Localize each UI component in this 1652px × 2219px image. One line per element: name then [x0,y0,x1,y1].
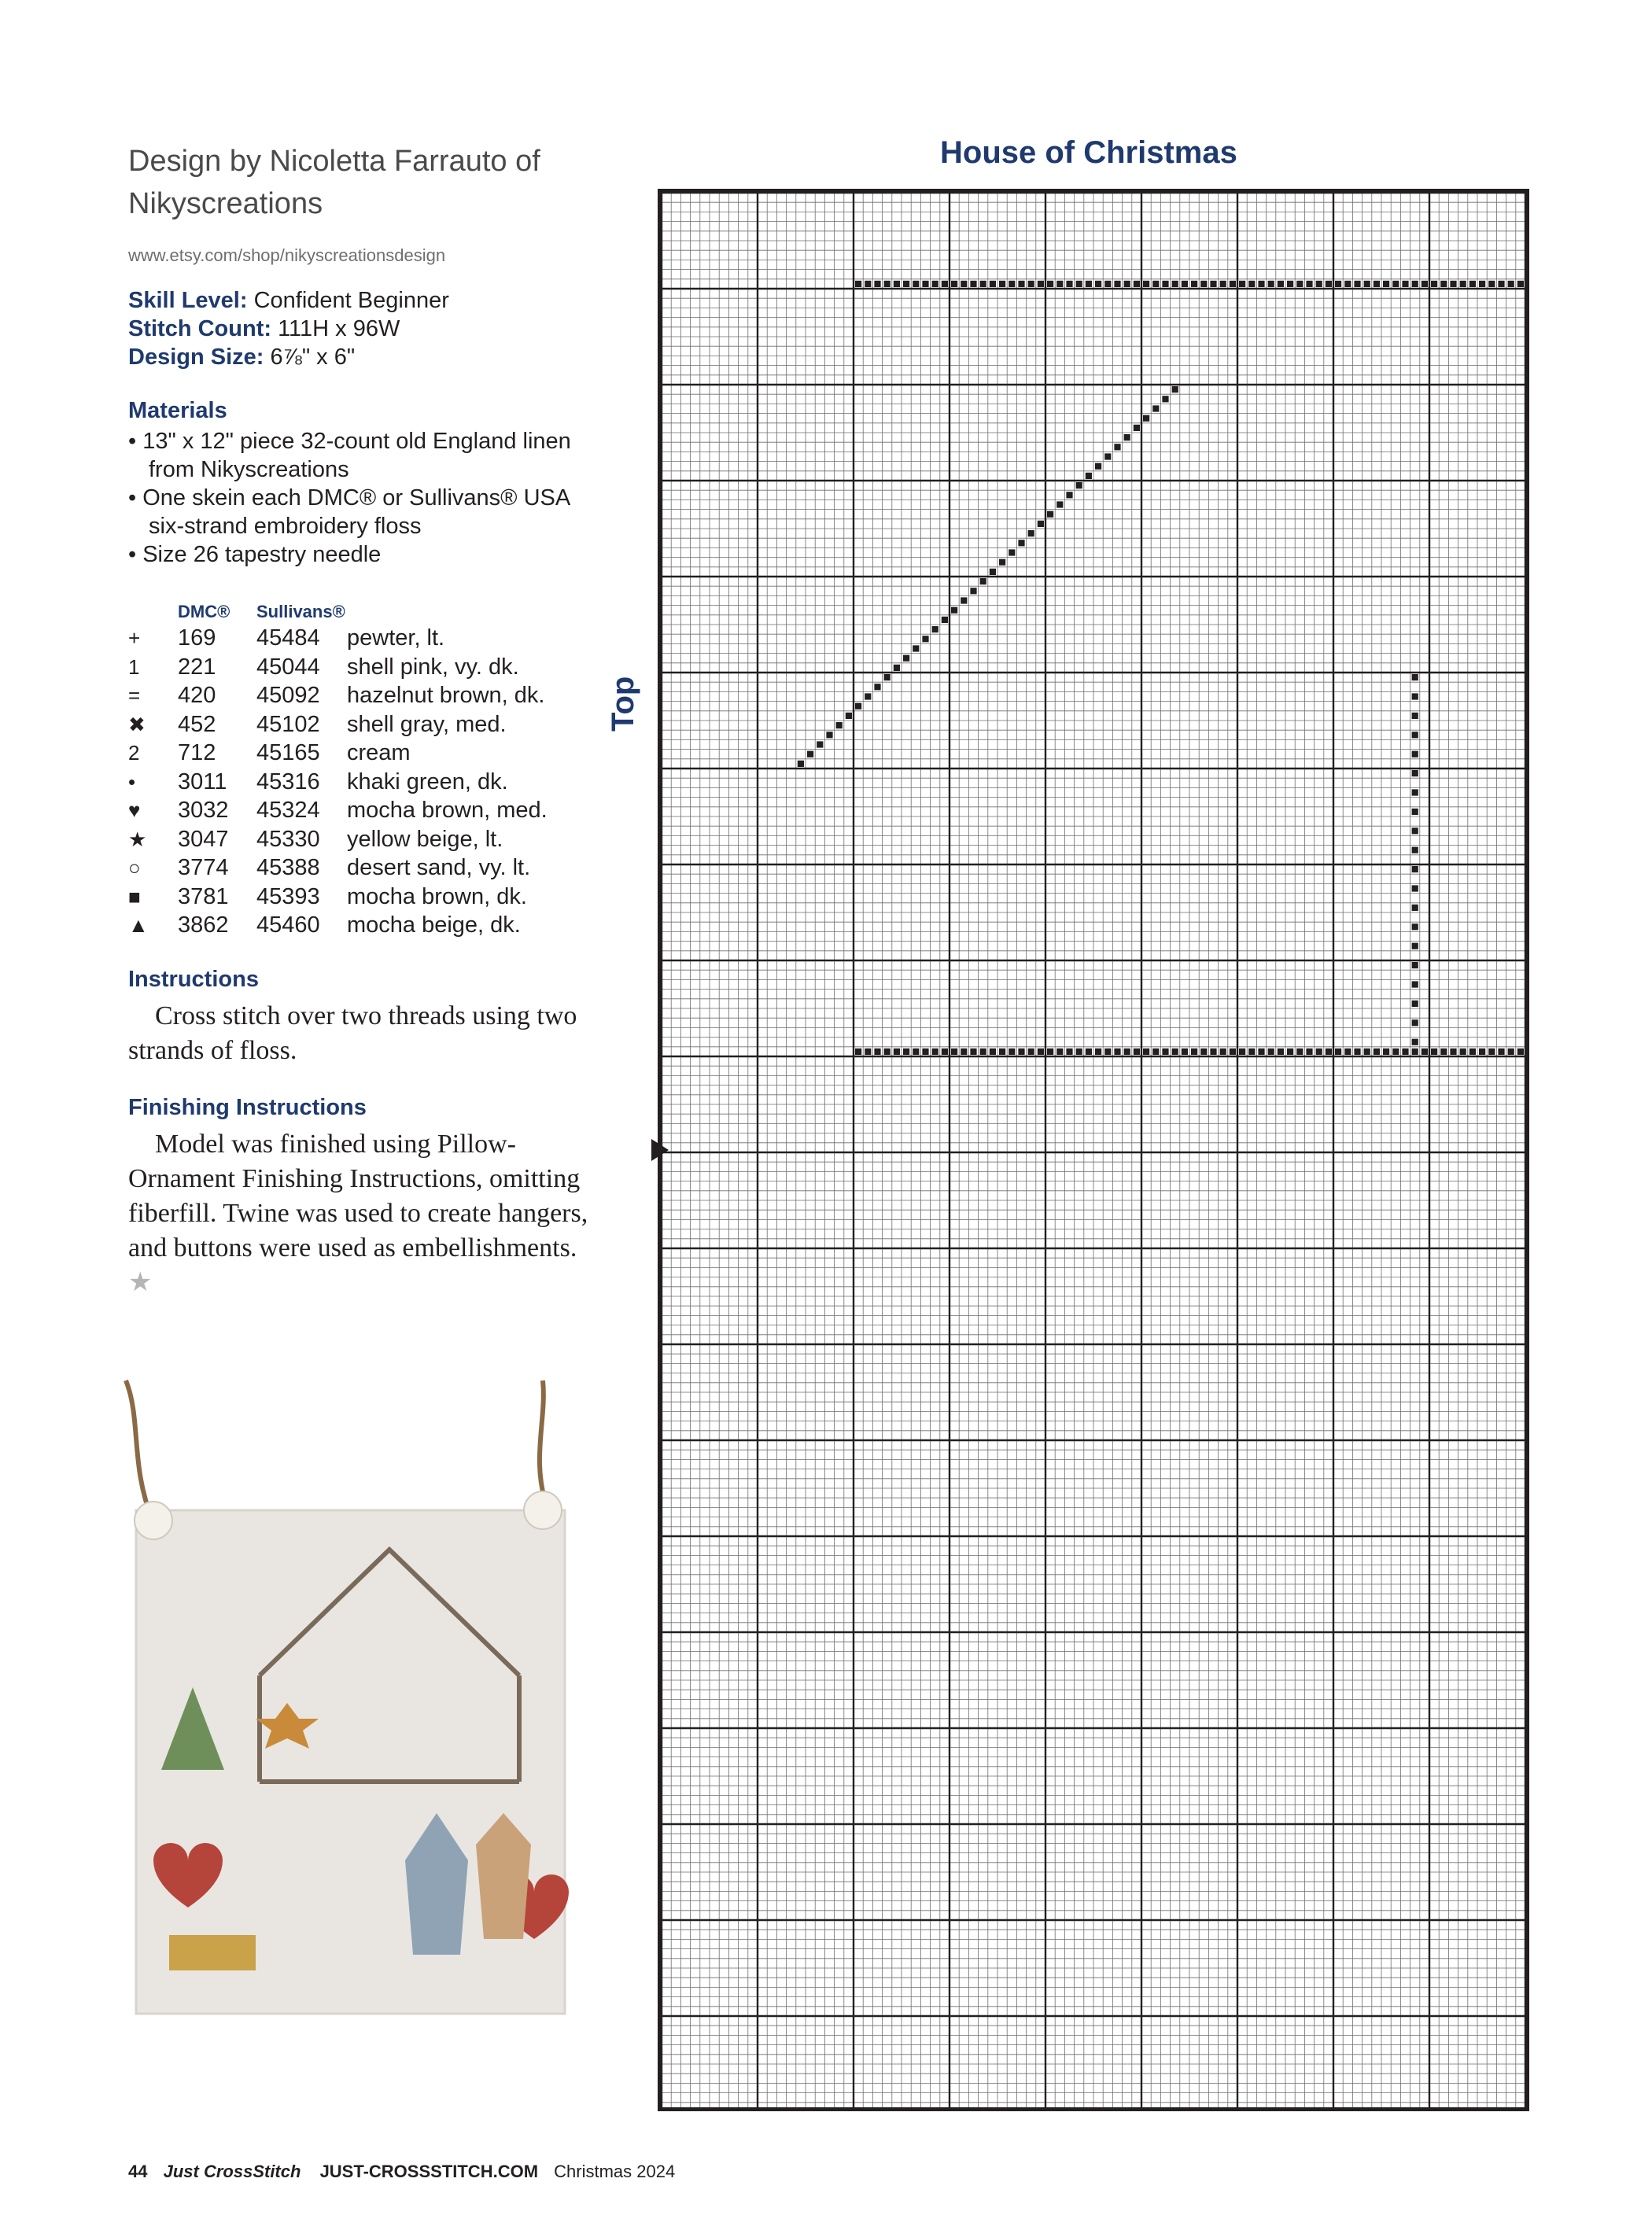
key-row [128,853,548,883]
key-dmc-number: 221 [178,654,216,680]
key-symbol: ★ [128,827,147,851]
info-column [128,140,600,1300]
key-color-name: cream [347,740,411,765]
key-sullivans-number: 45393 [256,883,320,909]
key-sullivans-number: 45388 [256,855,320,880]
chart-grid [662,193,1525,2107]
key-symbol: 2 [128,741,140,765]
key-dmc-number: 420 [178,683,216,708]
key-dmc-number: 3862 [178,912,229,938]
key-dmc-number: 3011 [178,769,227,794]
spec-skill-level: Skill Level: Confident Beginner [128,288,449,313]
magazine-site[interactable]: JUST-CROSSSTITCH.COM [319,2162,539,2181]
key-sullivans-number: 45460 [256,912,320,938]
instructions-text: Cross stitch over two threads using two strands of floss. [128,1001,577,1065]
materials-heading: Materials [128,398,227,423]
dmc-header: DMC® [178,602,230,621]
key-color-name: shell pink, vy. dk. [347,654,519,680]
materials-list [128,427,600,569]
finishing-text: Model was finished using Pillow-Ornament Finishing Instructions, omitting fiberfill. Twine was used to create hangers, and buttons were used as embellishments. ★ [128,1129,588,1297]
page-footer [128,2162,675,2182]
cross-stitch-chart [658,189,1529,2111]
key-row [128,739,548,768]
key-dmc-number: 712 [178,740,216,765]
key-row [128,768,548,797]
key-symbol: ■ [128,884,141,909]
key-sullivans-number: 45330 [256,826,320,852]
designer-url[interactable]: www.etsy.com/shop/nikyscreationsdesign [128,245,446,265]
key-color-name: desert sand, vy. lt. [347,855,531,880]
designer-byline: Design by Nicoletta Farrauto of Nikyscreations [128,145,540,220]
key-dmc-number: 3047 [178,826,229,852]
key-dmc-number: 3032 [178,798,229,823]
finishing-heading: Finishing Instructions [128,1094,367,1120]
key-symbol: ○ [128,856,141,879]
key-color-name: pewter, lt. [347,625,445,651]
key-sullivans-number: 45102 [256,711,320,737]
key-symbol: ✖ [128,712,146,736]
materials-item: • One skein each DMC® or Sullivans® USA six-strand embroidery floss [128,484,600,540]
key-dmc-number: 169 [178,625,216,651]
key-dmc-number: 452 [178,711,216,737]
spec-stitch-count: Stitch Count: 111H x 96W [128,316,400,341]
issue-label: Christmas 2024 [554,2162,676,2181]
specs-block [128,286,600,371]
instructions-heading: Instructions [128,966,259,992]
key-sullivans-number: 45165 [256,740,320,765]
end-star-icon: ★ [128,1267,153,1297]
key-row [128,825,548,854]
floss-key-table [128,602,548,940]
key-symbol: ▲ [128,913,149,937]
key-color-name: yellow beige, lt. [347,826,503,852]
key-row [128,710,548,739]
orientation-label: Top [606,676,640,732]
key-color-name: mocha brown, med. [347,798,548,823]
key-row [128,624,548,653]
key-color-name: mocha brown, dk. [347,883,527,909]
key-color-name: hazelnut brown, dk. [347,683,545,708]
key-dmc-number: 3781 [178,883,229,909]
key-sullivans-number: 45484 [256,625,320,651]
key-sullivans-number: 45316 [256,769,320,794]
page-number: 44 [128,2162,148,2181]
key-sullivans-number: 45044 [256,654,320,680]
key-symbol: ♥ [128,798,141,822]
key-row [128,653,548,682]
key-symbol: • [128,769,136,794]
key-color-name: mocha beige, dk. [347,912,521,938]
key-dmc-number: 3774 [178,855,229,880]
key-symbol: + [128,626,141,650]
sullivans-header: Sullivans® [256,602,345,621]
key-row [128,796,548,825]
key-sullivans-number: 45092 [256,683,320,708]
key-row [128,681,548,710]
finished-ornament-photo [106,1373,610,2041]
chart-title: House of Christmas [940,135,1237,170]
key-symbol: = [128,684,141,707]
key-symbol: 1 [128,654,140,679]
magazine-name: Just CrossStitch [163,2162,301,2181]
key-row [128,911,548,940]
key-color-name: shell gray, med. [347,711,507,737]
key-sullivans-number: 45324 [256,798,320,823]
materials-item: • 13" x 12" piece 32-count old England linen from Nikyscreations [128,427,600,484]
key-color-name: khaki green, dk. [347,769,508,794]
spec-design-size: Design Size: 6⅞" x 6" [128,345,356,370]
key-row [128,883,548,912]
materials-item: • Size 26 tapestry needle [128,540,600,569]
